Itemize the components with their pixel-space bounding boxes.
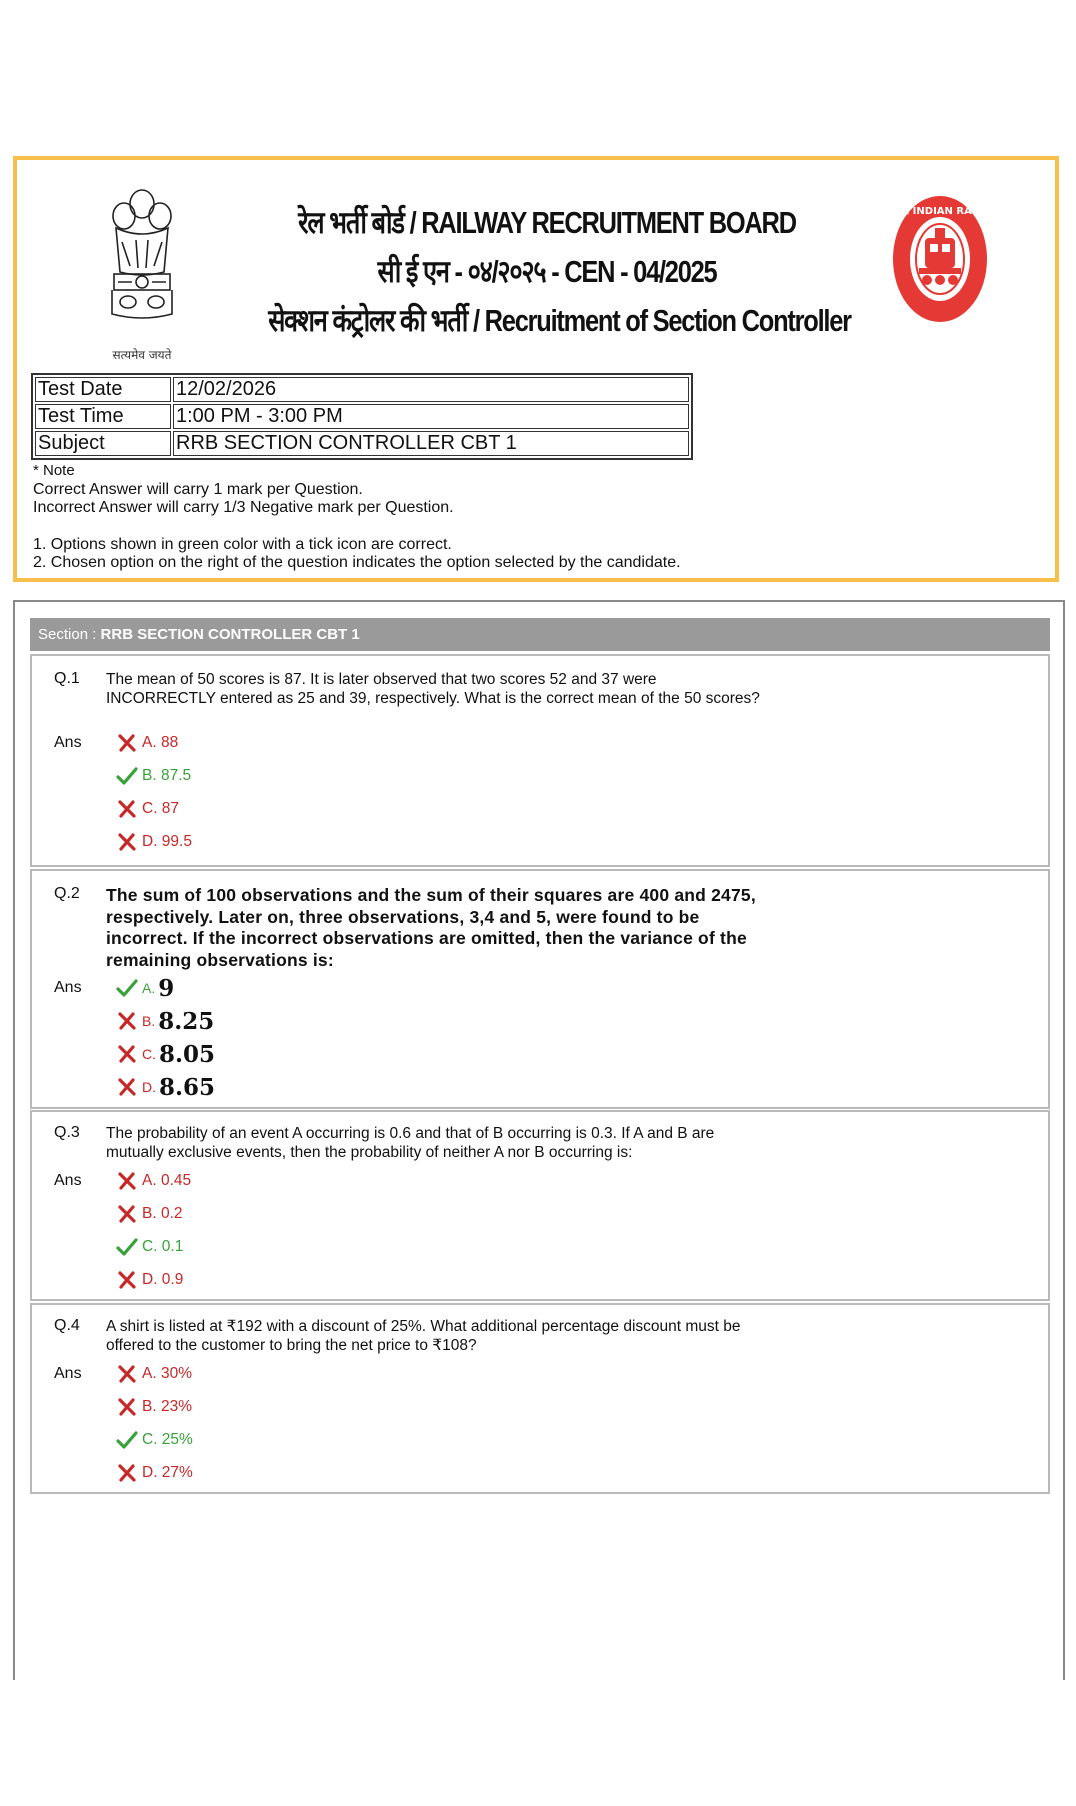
cross-icon xyxy=(116,1011,138,1031)
option-text: D. 0.9 xyxy=(142,1271,184,1288)
question-paper-body xyxy=(13,600,1065,1680)
info-row xyxy=(35,431,689,456)
answer-option xyxy=(116,1394,192,1420)
rail-logo-text: भारतीय रेल INDIAN RAILWAYS xyxy=(867,206,1013,217)
note-line: 1. Options shown in green color with a tick icon are correct. xyxy=(33,535,452,553)
tick-icon xyxy=(116,766,138,786)
national-emblem-icon xyxy=(102,182,182,342)
cross-icon xyxy=(116,832,138,852)
option-text: A. 0.45 xyxy=(142,1172,192,1189)
answer-option xyxy=(116,1234,183,1260)
option-value: 8.05 xyxy=(159,1040,216,1068)
answer-option xyxy=(116,1427,193,1453)
info-key: Test Date xyxy=(35,377,171,402)
answer-option xyxy=(116,1074,215,1100)
cross-icon xyxy=(116,1171,138,1191)
answer-option xyxy=(116,1460,193,1486)
tick-icon xyxy=(116,1430,138,1450)
answer-option xyxy=(116,1168,191,1194)
note-line: 2. Chosen option on the right of the question indicates the option selected by the candidate. xyxy=(33,554,681,571)
section-prefix: Section : xyxy=(38,626,101,643)
test-info-table xyxy=(31,373,693,460)
option-letter: C. xyxy=(142,1046,156,1062)
section-name: RRB SECTION CONTROLLER CBT 1 xyxy=(100,626,360,643)
question-text: The sum of 100 observations and the sum of their squares are 400 and 2475, respectively. Later on, three observations, 3,4 and 5, were found to be incorrect. If the incorrect observations are omitted, then the variance of the remaining observations is: xyxy=(106,885,756,970)
page-title xyxy=(207,198,887,345)
answer-option xyxy=(116,730,178,756)
cross-icon xyxy=(116,1077,138,1097)
emblem-motto: सत्यमेव जयते xyxy=(112,348,172,362)
answer-label: Ans xyxy=(54,1172,82,1189)
question-text: The mean of 50 scores is 87. It is later observed that two scores 52 and 37 were INCORRECTLY entered as 25 and 39, respectively. What is the correct mean of the 50 scores? xyxy=(106,671,760,707)
option-text: B. 87.5 xyxy=(142,767,192,784)
question-card xyxy=(30,1303,1050,1494)
answer-option xyxy=(116,1201,183,1227)
cross-icon xyxy=(116,1397,138,1417)
option-text: A. 30% xyxy=(142,1365,192,1382)
header-box xyxy=(13,156,1059,582)
option-text: D. 99.5 xyxy=(142,833,192,850)
question-number: Q.3 xyxy=(54,1124,80,1141)
cross-icon xyxy=(116,1044,138,1064)
option-text: D. 27% xyxy=(142,1464,193,1481)
info-key: Test Time xyxy=(35,404,171,429)
question-card xyxy=(30,869,1050,1109)
info-row xyxy=(35,404,689,429)
title-line-3: सेक्शन कंट्रोलर की भर्ती / Recruitment of Section Controller xyxy=(268,303,851,338)
info-value: 12/02/2026 xyxy=(173,377,689,402)
note-line: Correct Answer will carry 1 mark per Question. xyxy=(33,480,363,498)
option-value: 9 xyxy=(158,974,175,1002)
section-bar xyxy=(30,618,1050,651)
option-text: C. 25% xyxy=(142,1431,193,1448)
answer-option xyxy=(116,763,191,789)
title-line-2: सी ई एन - ०४/२०२५ - CEN - 04/2025 xyxy=(377,254,717,289)
option-value: 8.65 xyxy=(159,1073,216,1101)
question-text: The probability of an event A occurring is 0.6 and that of B occurring is 0.3. If A and B are mutually exclusive events, then the probability of neither A nor B occurring is: xyxy=(106,1125,715,1161)
notes xyxy=(33,462,681,573)
title-line-1: रेल भर्ती बोर्ड / RAILWAY RECRUITMENT BOARD xyxy=(298,205,796,240)
cross-icon xyxy=(116,1204,138,1224)
answer-option xyxy=(116,796,179,822)
info-value: 1:00 PM - 3:00 PM xyxy=(173,404,689,429)
question-card xyxy=(30,1110,1050,1301)
cross-icon xyxy=(116,799,138,819)
question-number: Q.4 xyxy=(54,1317,80,1334)
note-line: Incorrect Answer will carry 1/3 Negative mark per Question. xyxy=(33,499,454,516)
option-letter: D. xyxy=(142,1079,156,1095)
tick-icon xyxy=(116,1237,138,1257)
cross-icon xyxy=(116,1270,138,1290)
answer-option xyxy=(116,1361,192,1387)
answer-option xyxy=(116,975,174,1001)
indian-railways-logo-icon xyxy=(867,194,1013,324)
option-text: C. 0.1 xyxy=(142,1238,184,1255)
cross-icon xyxy=(116,1463,138,1483)
option-text: C. 87 xyxy=(142,800,180,817)
answer-option xyxy=(116,829,192,855)
cross-icon xyxy=(116,733,138,753)
answer-label: Ans xyxy=(54,1365,82,1382)
info-row xyxy=(35,377,689,402)
answer-option xyxy=(116,1267,183,1293)
note-title: * Note xyxy=(33,462,75,479)
option-text: B. 23% xyxy=(142,1398,192,1415)
question-text: A shirt is listed at ₹192 with a discount of 25%. What additional percentage discount must be offered to the customer to bring the net price to ₹108? xyxy=(106,1318,741,1354)
question-number: Q.2 xyxy=(54,885,80,902)
option-letter: B. xyxy=(142,1013,156,1029)
option-text: B. 0.2 xyxy=(142,1205,183,1222)
option-letter: A. xyxy=(142,980,156,996)
answer-option xyxy=(116,1008,214,1034)
answer-label: Ans xyxy=(54,979,82,996)
question-number: Q.1 xyxy=(54,670,80,687)
option-text: A. 88 xyxy=(142,734,179,751)
question-card xyxy=(30,654,1050,867)
cross-icon xyxy=(116,1364,138,1384)
answer-label: Ans xyxy=(54,734,82,751)
info-key: Subject xyxy=(35,431,171,456)
answer-option xyxy=(116,1041,215,1067)
tick-icon xyxy=(116,978,138,998)
info-value: RRB SECTION CONTROLLER CBT 1 xyxy=(173,431,689,456)
option-value: 8.25 xyxy=(158,1007,215,1035)
